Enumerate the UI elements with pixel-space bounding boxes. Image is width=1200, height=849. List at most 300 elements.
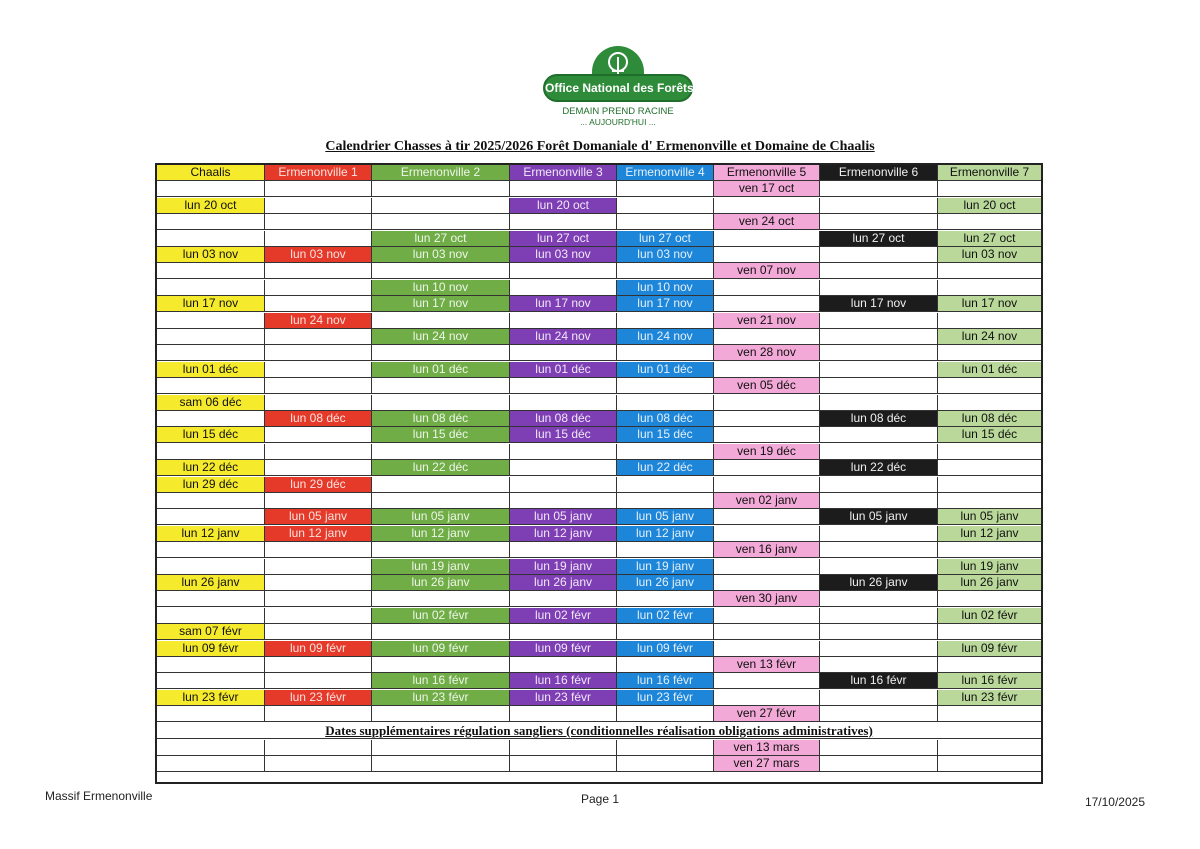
date-cell xyxy=(820,608,938,624)
date-cell xyxy=(265,427,372,443)
date-cell xyxy=(265,542,372,558)
date-cell xyxy=(617,706,714,722)
date-cell: lun 26 janv xyxy=(820,575,938,591)
date-cell: lun 03 nov xyxy=(938,247,1041,263)
date-cell xyxy=(820,329,938,345)
date-cell xyxy=(265,395,372,411)
date-cell xyxy=(617,395,714,411)
date-cell xyxy=(265,460,372,476)
date-cell: lun 01 déc xyxy=(372,362,510,378)
date-cell xyxy=(265,181,372,197)
table-row xyxy=(157,591,1041,607)
date-cell xyxy=(157,509,265,525)
date-cell: ven 07 nov xyxy=(714,263,820,279)
date-cell xyxy=(820,427,938,443)
date-cell: lun 12 janv xyxy=(510,526,617,542)
date-cell: lun 05 janv xyxy=(265,509,372,525)
date-cell xyxy=(820,624,938,640)
date-cell: lun 23 févr xyxy=(617,690,714,706)
date-cell xyxy=(510,444,617,460)
date-cell: lun 12 janv xyxy=(617,526,714,542)
date-cell: lun 19 janv xyxy=(510,559,617,575)
date-cell: lun 27 oct xyxy=(372,231,510,247)
date-cell xyxy=(617,740,714,756)
date-cell xyxy=(157,329,265,345)
date-cell xyxy=(820,477,938,493)
table-row xyxy=(157,690,1041,706)
table-row xyxy=(157,460,1041,476)
date-cell: ven 17 oct xyxy=(714,181,820,197)
table-row xyxy=(157,198,1041,214)
date-cell: lun 22 déc xyxy=(372,460,510,476)
date-cell: lun 24 nov xyxy=(617,329,714,345)
date-cell xyxy=(372,493,510,509)
date-cell: lun 23 févr xyxy=(510,690,617,706)
date-cell: lun 17 nov xyxy=(372,296,510,312)
column-header: Ermenonville 2 xyxy=(372,165,510,181)
date-cell: lun 05 janv xyxy=(372,509,510,525)
date-cell: lun 22 déc xyxy=(617,460,714,476)
date-cell: lun 20 oct xyxy=(938,198,1041,214)
table-row xyxy=(157,559,1041,575)
date-cell: lun 01 déc xyxy=(157,362,265,378)
date-cell xyxy=(938,345,1041,361)
date-cell xyxy=(265,575,372,591)
table-row xyxy=(157,509,1041,525)
date-cell: lun 08 déc xyxy=(510,411,617,427)
date-cell: sam 07 févr xyxy=(157,624,265,640)
column-header: Ermenonville 5 xyxy=(714,165,820,181)
date-cell xyxy=(617,444,714,460)
date-cell xyxy=(372,444,510,460)
table-row xyxy=(157,411,1041,427)
date-cell: lun 03 nov xyxy=(372,247,510,263)
date-cell: lun 27 oct xyxy=(617,231,714,247)
hunting-calendar-table xyxy=(155,163,1043,784)
date-cell xyxy=(617,345,714,361)
logo-tagline: DEMAIN PREND RACINE xyxy=(562,106,674,117)
date-cell xyxy=(820,740,938,756)
date-cell: lun 26 janv xyxy=(938,575,1041,591)
date-cell xyxy=(820,362,938,378)
table-row xyxy=(157,329,1041,345)
date-cell xyxy=(714,411,820,427)
date-cell xyxy=(617,657,714,673)
date-cell: lun 22 déc xyxy=(157,460,265,476)
date-cell xyxy=(157,756,265,772)
date-cell: lun 09 févr xyxy=(617,641,714,657)
date-cell: lun 17 nov xyxy=(510,296,617,312)
date-cell xyxy=(820,247,938,263)
table-row xyxy=(157,706,1041,722)
date-cell: lun 08 déc xyxy=(372,411,510,427)
table-row xyxy=(157,280,1041,296)
date-cell: ven 05 déc xyxy=(714,378,820,394)
column-header: Ermenonville 6 xyxy=(820,165,938,181)
date-cell xyxy=(372,624,510,640)
date-cell xyxy=(157,214,265,230)
onf-logo xyxy=(543,46,693,132)
date-cell xyxy=(617,313,714,329)
date-cell: lun 20 oct xyxy=(510,198,617,214)
date-cell xyxy=(820,526,938,542)
date-cell xyxy=(265,608,372,624)
date-cell: ven 13 mars xyxy=(714,740,820,756)
date-cell xyxy=(372,756,510,772)
date-cell: lun 05 janv xyxy=(938,509,1041,525)
date-cell xyxy=(372,706,510,722)
date-cell xyxy=(938,214,1041,230)
date-cell: lun 26 janv xyxy=(157,575,265,591)
date-cell xyxy=(820,591,938,607)
date-cell xyxy=(157,181,265,197)
date-cell xyxy=(714,296,820,312)
date-cell: lun 09 févr xyxy=(372,641,510,657)
date-cell xyxy=(510,657,617,673)
date-cell xyxy=(938,444,1041,460)
date-cell xyxy=(938,263,1041,279)
date-cell xyxy=(265,378,372,394)
date-cell: lun 23 févr xyxy=(938,690,1041,706)
date-cell xyxy=(714,280,820,296)
date-cell: lun 17 nov xyxy=(938,296,1041,312)
supplementary-title: Dates supplémentaires régulation sangliers (conditionnelles réalisation obligations administratives) xyxy=(325,722,873,738)
date-cell: lun 16 févr xyxy=(372,673,510,689)
date-cell xyxy=(714,641,820,657)
date-cell xyxy=(157,559,265,575)
date-cell: lun 03 nov xyxy=(617,247,714,263)
date-cell: lun 23 févr xyxy=(372,690,510,706)
date-cell: lun 17 nov xyxy=(617,296,714,312)
date-cell: ven 16 janv xyxy=(714,542,820,558)
date-cell: lun 05 janv xyxy=(617,509,714,525)
date-cell: lun 12 janv xyxy=(372,526,510,542)
date-cell xyxy=(265,740,372,756)
date-cell xyxy=(938,313,1041,329)
date-cell xyxy=(617,756,714,772)
date-cell: lun 17 nov xyxy=(820,296,938,312)
logo-tagline-sub: ... AUJOURD'HUI ... xyxy=(580,117,656,127)
date-cell: lun 26 janv xyxy=(510,575,617,591)
date-cell: lun 03 nov xyxy=(510,247,617,263)
date-cell: lun 10 nov xyxy=(372,280,510,296)
date-cell xyxy=(617,477,714,493)
date-cell xyxy=(265,706,372,722)
date-cell xyxy=(265,624,372,640)
date-cell xyxy=(714,477,820,493)
date-cell: lun 02 févr xyxy=(372,608,510,624)
date-cell: lun 19 janv xyxy=(617,559,714,575)
table-row xyxy=(157,444,1041,460)
date-cell xyxy=(938,756,1041,772)
date-cell: ven 30 janv xyxy=(714,591,820,607)
date-cell xyxy=(820,657,938,673)
date-cell: ven 21 nov xyxy=(714,313,820,329)
date-cell xyxy=(265,263,372,279)
date-cell xyxy=(820,493,938,509)
date-cell xyxy=(820,313,938,329)
date-cell xyxy=(820,756,938,772)
date-cell xyxy=(510,542,617,558)
column-header: Chaalis xyxy=(157,165,265,181)
footer-date: 17/10/2025 xyxy=(1084,795,1145,809)
date-cell: lun 26 janv xyxy=(372,575,510,591)
date-cell xyxy=(372,740,510,756)
date-cell: lun 15 déc xyxy=(157,427,265,443)
date-cell: ven 02 janv xyxy=(714,493,820,509)
date-cell xyxy=(372,345,510,361)
table-row xyxy=(157,362,1041,378)
date-cell: lun 08 déc xyxy=(265,411,372,427)
table-row xyxy=(157,493,1041,509)
date-cell xyxy=(714,362,820,378)
date-cell: lun 16 févr xyxy=(820,673,938,689)
date-cell xyxy=(938,740,1041,756)
logo-name: Office National des Forêts xyxy=(543,74,693,102)
footer-left: Massif Ermenonville xyxy=(45,789,153,803)
date-cell: lun 16 févr xyxy=(617,673,714,689)
date-cell xyxy=(265,280,372,296)
date-cell xyxy=(714,427,820,443)
date-cell xyxy=(265,214,372,230)
date-cell xyxy=(157,740,265,756)
date-cell xyxy=(820,395,938,411)
date-cell xyxy=(617,198,714,214)
date-cell: lun 29 déc xyxy=(265,477,372,493)
date-cell xyxy=(820,444,938,460)
date-cell: ven 24 oct xyxy=(714,214,820,230)
date-cell xyxy=(157,313,265,329)
date-cell xyxy=(510,313,617,329)
date-cell: lun 01 déc xyxy=(617,362,714,378)
date-cell xyxy=(510,493,617,509)
date-cell: lun 02 févr xyxy=(510,608,617,624)
date-cell xyxy=(510,477,617,493)
date-cell xyxy=(157,231,265,247)
date-cell xyxy=(265,345,372,361)
date-cell xyxy=(510,460,617,476)
date-cell: lun 24 nov xyxy=(510,329,617,345)
column-header: Ermenonville 3 xyxy=(510,165,617,181)
date-cell: lun 01 déc xyxy=(510,362,617,378)
date-cell xyxy=(372,542,510,558)
header-row xyxy=(157,165,1041,181)
date-cell: lun 24 nov xyxy=(265,313,372,329)
date-cell: lun 02 févr xyxy=(938,608,1041,624)
date-cell: lun 01 déc xyxy=(938,362,1041,378)
date-cell: lun 03 nov xyxy=(265,247,372,263)
date-cell: sam 06 déc xyxy=(157,395,265,411)
date-cell xyxy=(265,444,372,460)
date-cell xyxy=(510,214,617,230)
date-cell xyxy=(265,198,372,214)
date-cell: lun 27 oct xyxy=(820,231,938,247)
date-cell xyxy=(510,263,617,279)
date-cell: ven 27 févr xyxy=(714,706,820,722)
supplementary-row xyxy=(157,756,1041,772)
table-row xyxy=(157,673,1041,689)
date-cell xyxy=(372,198,510,214)
table-row xyxy=(157,214,1041,230)
date-cell xyxy=(372,477,510,493)
date-cell xyxy=(820,542,938,558)
date-cell xyxy=(265,591,372,607)
date-cell: lun 08 déc xyxy=(938,411,1041,427)
date-cell: lun 08 déc xyxy=(820,411,938,427)
date-cell xyxy=(157,591,265,607)
date-cell: ven 19 déc xyxy=(714,444,820,460)
table-row xyxy=(157,427,1041,443)
table-row xyxy=(157,657,1041,673)
date-cell xyxy=(714,608,820,624)
date-cell xyxy=(714,460,820,476)
date-cell xyxy=(510,624,617,640)
date-cell xyxy=(714,247,820,263)
date-cell xyxy=(617,542,714,558)
date-cell xyxy=(617,591,714,607)
date-cell xyxy=(938,624,1041,640)
date-cell: lun 23 févr xyxy=(265,690,372,706)
date-cell xyxy=(265,559,372,575)
date-cell xyxy=(372,378,510,394)
date-cell xyxy=(372,263,510,279)
date-cell xyxy=(820,263,938,279)
date-cell: lun 12 janv xyxy=(265,526,372,542)
date-cell: lun 08 déc xyxy=(617,411,714,427)
date-cell xyxy=(265,329,372,345)
date-cell xyxy=(714,329,820,345)
date-cell: ven 28 nov xyxy=(714,345,820,361)
date-cell: lun 09 févr xyxy=(265,641,372,657)
date-cell xyxy=(820,559,938,575)
date-cell: lun 16 févr xyxy=(938,673,1041,689)
date-cell xyxy=(820,345,938,361)
date-cell: ven 27 mars xyxy=(714,756,820,772)
date-cell xyxy=(938,657,1041,673)
footer-page-number: Page 1 xyxy=(580,792,620,806)
date-cell xyxy=(372,657,510,673)
date-cell: lun 10 nov xyxy=(617,280,714,296)
date-cell: lun 15 déc xyxy=(510,427,617,443)
date-cell: lun 27 oct xyxy=(510,231,617,247)
date-cell: lun 19 janv xyxy=(938,559,1041,575)
date-cell xyxy=(714,575,820,591)
date-cell xyxy=(510,378,617,394)
date-cell xyxy=(820,378,938,394)
date-cell xyxy=(265,756,372,772)
date-cell xyxy=(820,641,938,657)
date-cell: lun 05 janv xyxy=(820,509,938,525)
date-cell xyxy=(510,345,617,361)
date-cell: lun 15 déc xyxy=(617,427,714,443)
date-cell: lun 24 nov xyxy=(372,329,510,345)
date-cell: lun 12 janv xyxy=(157,526,265,542)
page-title: Calendrier Chasses à tir 2025/2026 Forêt Domaniale d' Ermenonville et Domaine de Chaalis xyxy=(325,139,875,154)
date-cell: lun 02 févr xyxy=(617,608,714,624)
date-cell: lun 09 févr xyxy=(938,641,1041,657)
date-cell xyxy=(714,395,820,411)
date-cell: lun 20 oct xyxy=(157,198,265,214)
date-cell xyxy=(938,542,1041,558)
table-row xyxy=(157,641,1041,657)
table-row xyxy=(157,395,1041,411)
date-cell xyxy=(714,624,820,640)
table-row xyxy=(157,575,1041,591)
date-cell xyxy=(820,198,938,214)
date-cell xyxy=(714,231,820,247)
date-cell xyxy=(157,673,265,689)
date-cell xyxy=(938,460,1041,476)
date-cell xyxy=(938,477,1041,493)
date-cell xyxy=(372,395,510,411)
date-cell xyxy=(372,591,510,607)
date-cell xyxy=(820,690,938,706)
date-cell xyxy=(617,624,714,640)
date-cell xyxy=(510,591,617,607)
date-cell: lun 09 févr xyxy=(157,641,265,657)
date-cell xyxy=(157,706,265,722)
date-cell: ven 13 févr xyxy=(714,657,820,673)
date-cell xyxy=(820,280,938,296)
date-cell xyxy=(820,181,938,197)
table-row xyxy=(157,247,1041,263)
date-cell xyxy=(265,493,372,509)
date-cell: lun 27 oct xyxy=(938,231,1041,247)
table-row xyxy=(157,542,1041,558)
date-cell xyxy=(157,345,265,361)
table-row xyxy=(157,608,1041,624)
date-cell: lun 12 janv xyxy=(938,526,1041,542)
date-cell xyxy=(157,493,265,509)
date-cell: lun 29 déc xyxy=(157,477,265,493)
date-cell xyxy=(938,378,1041,394)
date-cell: lun 22 déc xyxy=(820,460,938,476)
date-cell: lun 16 févr xyxy=(510,673,617,689)
date-cell xyxy=(265,657,372,673)
date-cell xyxy=(157,608,265,624)
date-cell xyxy=(265,362,372,378)
date-cell: lun 09 févr xyxy=(510,641,617,657)
date-cell: lun 15 déc xyxy=(372,427,510,443)
table-row xyxy=(157,231,1041,247)
date-cell xyxy=(714,198,820,214)
date-cell xyxy=(617,378,714,394)
date-cell xyxy=(714,690,820,706)
date-cell xyxy=(820,706,938,722)
column-header: Ermenonville 4 xyxy=(617,165,714,181)
table-row xyxy=(157,313,1041,329)
date-cell xyxy=(510,706,617,722)
date-cell xyxy=(372,313,510,329)
date-cell xyxy=(372,181,510,197)
supplementary-row xyxy=(157,740,1041,756)
date-cell xyxy=(617,181,714,197)
date-cell xyxy=(617,493,714,509)
date-cell xyxy=(157,378,265,394)
date-cell xyxy=(714,509,820,525)
table-row xyxy=(157,477,1041,493)
date-cell xyxy=(157,263,265,279)
date-cell xyxy=(510,756,617,772)
column-header: Ermenonville 7 xyxy=(938,165,1041,181)
supplementary-header-row xyxy=(157,723,1041,739)
table-row xyxy=(157,296,1041,312)
date-cell: lun 26 janv xyxy=(617,575,714,591)
date-cell: lun 19 janv xyxy=(372,559,510,575)
date-cell xyxy=(938,395,1041,411)
table-row xyxy=(157,378,1041,394)
date-cell xyxy=(938,181,1041,197)
